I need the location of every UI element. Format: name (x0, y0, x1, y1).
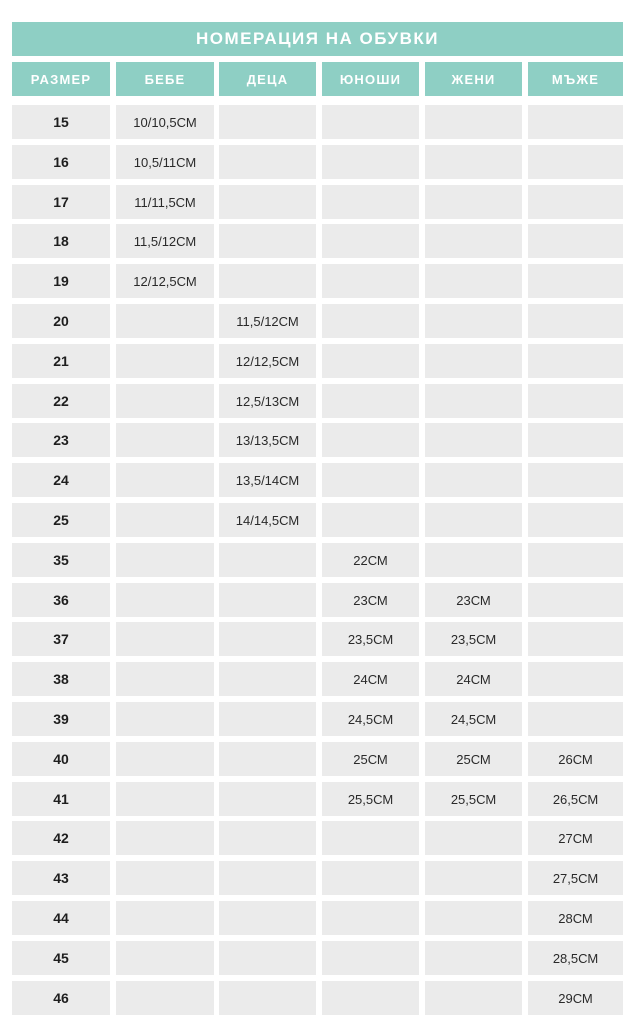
cell-youth (322, 264, 419, 298)
cell-women (425, 543, 522, 577)
cell-size: 44 (12, 901, 110, 935)
cell-women: 25,5СМ (425, 782, 522, 816)
cell-youth (322, 185, 419, 219)
cell-kids (219, 782, 316, 816)
cell-kids (219, 145, 316, 179)
cell-baby (116, 583, 214, 617)
cell-size: 19 (12, 264, 110, 298)
cell-kids (219, 583, 316, 617)
header-baby: БЕБЕ (116, 62, 214, 96)
cell-men (528, 145, 623, 179)
cell-men: 26,5СМ (528, 782, 623, 816)
cell-youth: 24,5СМ (322, 702, 419, 736)
cell-kids (219, 981, 316, 1015)
cell-baby: 10/10,5СМ (116, 105, 214, 139)
cell-baby (116, 622, 214, 656)
cell-size: 35 (12, 543, 110, 577)
cell-youth (322, 941, 419, 975)
cell-size: 40 (12, 742, 110, 776)
cell-men: 27,5СМ (528, 861, 623, 895)
cell-size: 17 (12, 185, 110, 219)
cell-men: 28СМ (528, 901, 623, 935)
table-title: НОМЕРАЦИЯ НА ОБУВКИ (12, 22, 623, 56)
cell-youth (322, 861, 419, 895)
cell-youth (322, 901, 419, 935)
cell-kids (219, 821, 316, 855)
cell-women (425, 821, 522, 855)
cell-size: 16 (12, 145, 110, 179)
cell-size: 25 (12, 503, 110, 537)
cell-kids: 12,5/13СМ (219, 384, 316, 418)
cell-youth: 25,5СМ (322, 782, 419, 816)
cell-women (425, 901, 522, 935)
cell-baby: 10,5/11СМ (116, 145, 214, 179)
cell-youth (322, 304, 419, 338)
cell-men: 28,5СМ (528, 941, 623, 975)
cell-youth (322, 821, 419, 855)
cell-baby: 12/12,5СМ (116, 264, 214, 298)
cell-women (425, 423, 522, 457)
cell-size: 20 (12, 304, 110, 338)
cell-women (425, 981, 522, 1015)
cell-youth (322, 423, 419, 457)
cell-women (425, 264, 522, 298)
cell-men (528, 105, 623, 139)
cell-youth (322, 463, 419, 497)
cell-kids (219, 941, 316, 975)
cell-women (425, 941, 522, 975)
cell-women: 23СМ (425, 583, 522, 617)
cell-men: 29СМ (528, 981, 623, 1015)
cell-women: 24,5СМ (425, 702, 522, 736)
cell-baby (116, 821, 214, 855)
cell-men (528, 583, 623, 617)
cell-men (528, 224, 623, 258)
cell-kids (219, 105, 316, 139)
cell-kids (219, 622, 316, 656)
header-size: РАЗМЕР (12, 62, 110, 96)
header-men: МЪЖЕ (528, 62, 623, 96)
cell-women: 25СМ (425, 742, 522, 776)
cell-baby (116, 901, 214, 935)
cell-youth (322, 981, 419, 1015)
cell-kids: 13,5/14СМ (219, 463, 316, 497)
cell-baby (116, 384, 214, 418)
cell-kids: 12/12,5СМ (219, 344, 316, 378)
cell-baby: 11/11,5СМ (116, 185, 214, 219)
cell-men: 26СМ (528, 742, 623, 776)
cell-kids: 14/14,5СМ (219, 503, 316, 537)
cell-youth: 23СМ (322, 583, 419, 617)
cell-size: 18 (12, 224, 110, 258)
cell-size: 38 (12, 662, 110, 696)
cell-baby (116, 503, 214, 537)
cell-size: 41 (12, 782, 110, 816)
cell-baby (116, 742, 214, 776)
cell-baby (116, 702, 214, 736)
cell-baby (116, 662, 214, 696)
cell-youth: 24СМ (322, 662, 419, 696)
cell-kids (219, 742, 316, 776)
cell-kids (219, 543, 316, 577)
cell-women: 24СМ (425, 662, 522, 696)
cell-men (528, 185, 623, 219)
cell-men (528, 304, 623, 338)
cell-kids (219, 861, 316, 895)
cell-youth (322, 344, 419, 378)
cell-size: 39 (12, 702, 110, 736)
cell-kids (219, 702, 316, 736)
cell-kids (219, 224, 316, 258)
cell-women (425, 224, 522, 258)
cell-women (425, 105, 522, 139)
cell-baby (116, 543, 214, 577)
cell-women (425, 185, 522, 219)
cell-men: 27СМ (528, 821, 623, 855)
cell-size: 21 (12, 344, 110, 378)
cell-baby (116, 463, 214, 497)
cell-size: 22 (12, 384, 110, 418)
cell-size: 24 (12, 463, 110, 497)
cell-men (528, 344, 623, 378)
cell-youth (322, 503, 419, 537)
cell-women (425, 503, 522, 537)
cell-women (425, 304, 522, 338)
cell-youth: 23,5СМ (322, 622, 419, 656)
cell-size: 23 (12, 423, 110, 457)
cell-women: 23,5СМ (425, 622, 522, 656)
cell-women (425, 463, 522, 497)
cell-baby (116, 861, 214, 895)
cell-men (528, 622, 623, 656)
cell-men (528, 423, 623, 457)
cell-size: 43 (12, 861, 110, 895)
cell-size: 15 (12, 105, 110, 139)
header-women: ЖЕНИ (425, 62, 522, 96)
cell-youth (322, 384, 419, 418)
header-kids: ДЕЦА (219, 62, 316, 96)
cell-men (528, 702, 623, 736)
cell-baby (116, 423, 214, 457)
cell-kids: 13/13,5СМ (219, 423, 316, 457)
cell-women (425, 145, 522, 179)
cell-baby (116, 344, 214, 378)
cell-baby (116, 304, 214, 338)
cell-men (528, 662, 623, 696)
cell-youth: 25СМ (322, 742, 419, 776)
cell-kids (219, 185, 316, 219)
cell-youth (322, 105, 419, 139)
cell-kids (219, 264, 316, 298)
cell-women (425, 344, 522, 378)
cell-men (528, 264, 623, 298)
cell-baby (116, 981, 214, 1015)
cell-men (528, 543, 623, 577)
cell-size: 42 (12, 821, 110, 855)
header-youth: ЮНОШИ (322, 62, 419, 96)
cell-size: 46 (12, 981, 110, 1015)
cell-youth: 22СМ (322, 543, 419, 577)
cell-youth (322, 145, 419, 179)
cell-baby: 11,5/12СМ (116, 224, 214, 258)
cell-youth (322, 224, 419, 258)
cell-women (425, 861, 522, 895)
cell-baby (116, 941, 214, 975)
cell-men (528, 463, 623, 497)
cell-size: 37 (12, 622, 110, 656)
cell-kids (219, 662, 316, 696)
cell-men (528, 384, 623, 418)
cell-kids: 11,5/12СМ (219, 304, 316, 338)
cell-kids (219, 901, 316, 935)
cell-size: 45 (12, 941, 110, 975)
cell-size: 36 (12, 583, 110, 617)
cell-men (528, 503, 623, 537)
cell-women (425, 384, 522, 418)
cell-baby (116, 782, 214, 816)
